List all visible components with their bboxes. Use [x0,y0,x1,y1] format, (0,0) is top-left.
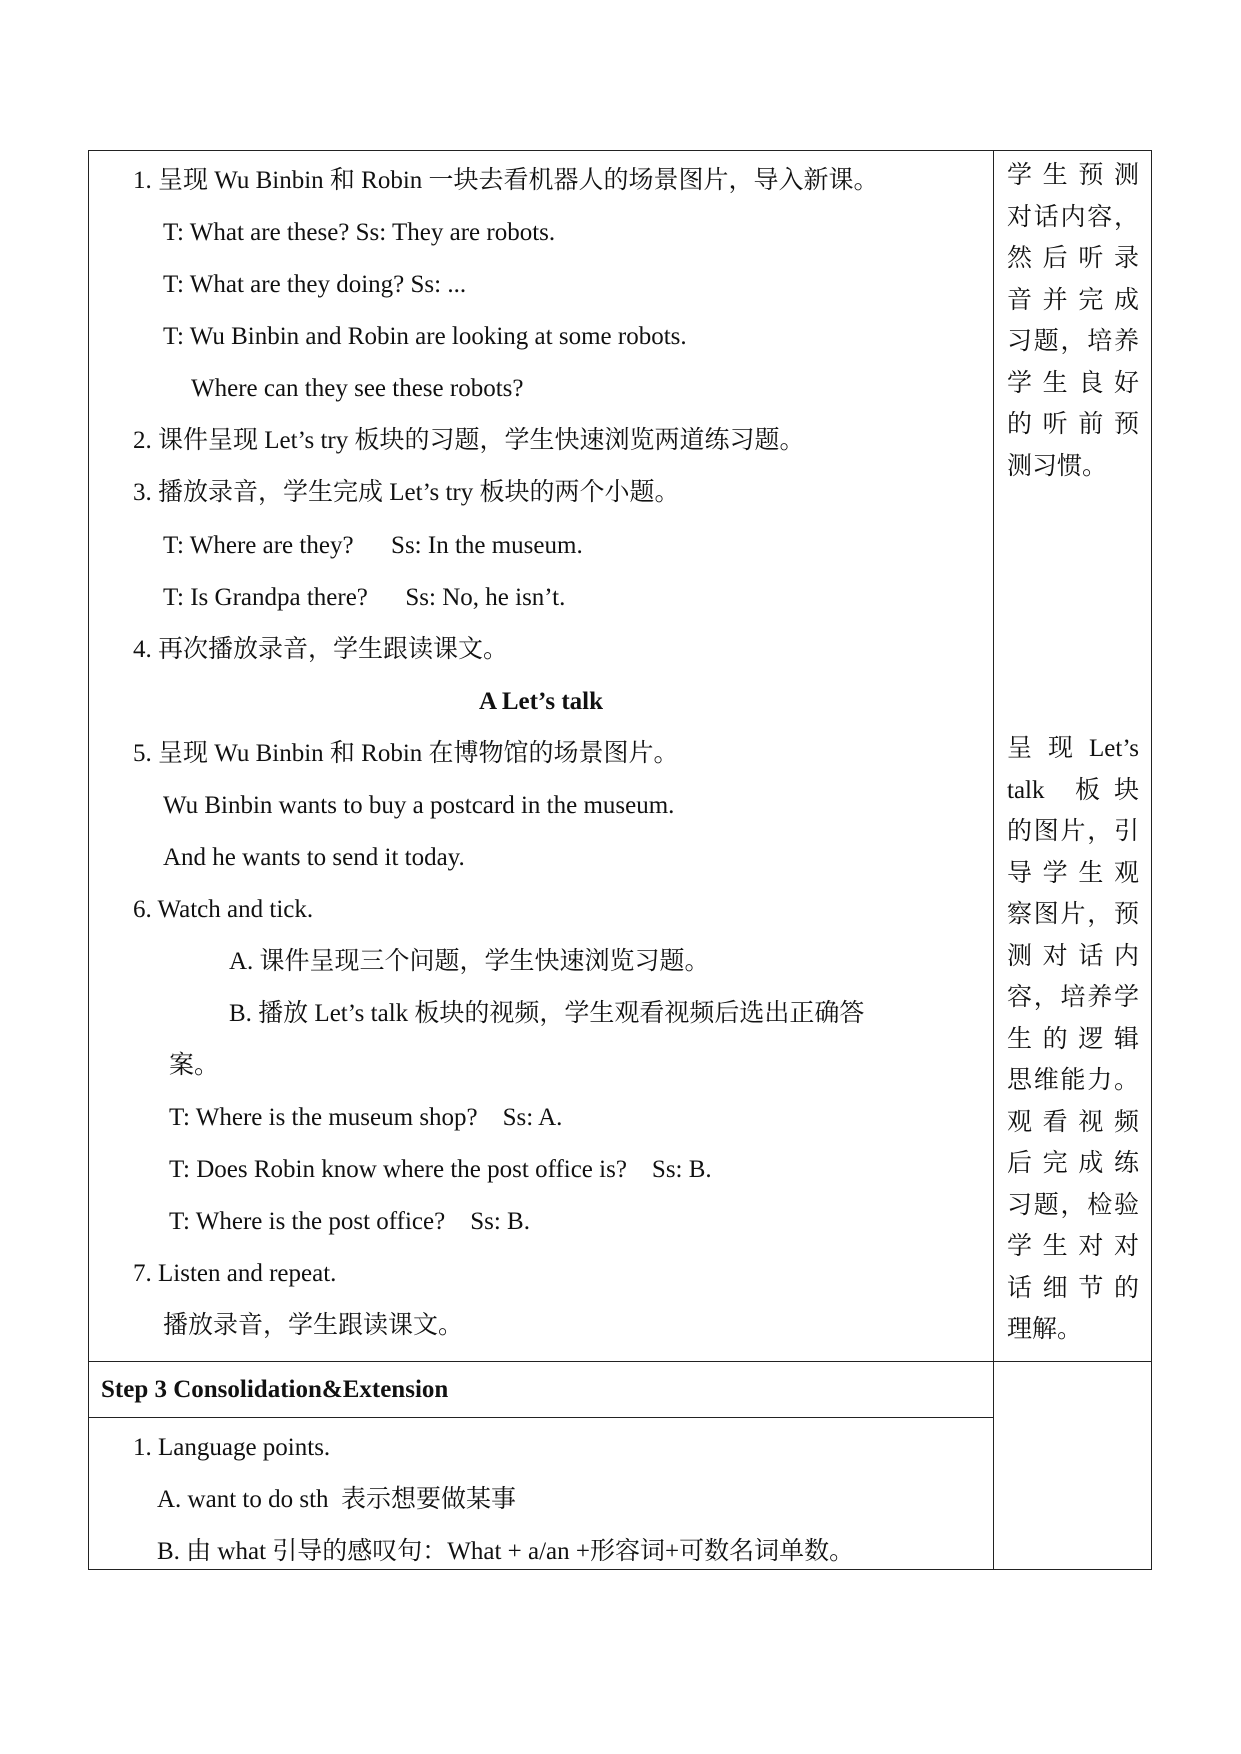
note-line: 的图片，引 [1007,818,1139,845]
note-line: 学 生 预 测 [1007,162,1139,189]
note-line: 容，培养学 [1007,984,1139,1011]
text-line: B. 播放 Let’s talk 板块的视频，学生观看视频后选出正确答 [229,1000,865,1027]
text-line: T: What are they doing? Ss: ... [163,271,467,298]
text-line: 案。 [169,1052,220,1079]
note-line: 话 细 节 的 [1007,1274,1139,1302]
note-line: 理解。 [1007,1316,1083,1343]
lesson-plan-table [88,150,1152,1570]
note-line: 习题，培养 [1007,328,1139,355]
section-heading: A Let’s talk [478,688,604,715]
text-line: T: Is Grandpa there? Ss: No, he isn’t. [163,584,566,611]
note-line: 思维能力。 [1007,1067,1139,1094]
note-column-2 [1007,728,1139,1351]
note-line: 呈 现 Let’s [1007,735,1139,762]
column-divider [993,151,994,1569]
note-line: 音 并 完 成 [1007,286,1139,314]
note-line: 导 学 生 观 [1007,859,1139,887]
text-line: T: Where is the post office? Ss: B. [169,1208,530,1235]
note-line: 对话内容， [1007,203,1139,231]
note-line: 然 后 听 录 [1007,245,1139,272]
row-divider [89,1417,993,1418]
text-line: 1. 呈现 Wu Binbin 和 Robin 一块去看机器人的场景图片，导入新课。 [133,167,879,194]
text-line: T: Does Robin know where the post office is? Ss: B. [169,1156,712,1183]
note-line: 学 生 良 好 [1007,369,1139,397]
text-line: A. want to do sth 表示想要做某事 [157,1486,517,1513]
text-line: 5. 呈现 Wu Binbin 和 Robin 在博物馆的场景图片。 [133,740,679,767]
note-line: 测习惯。 [1007,452,1108,480]
text-line: And he wants to send it today. [163,844,465,871]
text-line: 1. Language points. [133,1434,331,1461]
text-line: A. 课件呈现三个问题，学生快速浏览习题。 [229,948,710,975]
note-line: talk 板 块 [1007,776,1139,804]
note-column-1 [1007,155,1139,487]
text-line: 播放录音，学生跟读课文。 [163,1312,464,1339]
note-line: 习题，检验 [1007,1191,1139,1219]
note-line: 学 生 对 对 [1007,1233,1139,1260]
note-line: 测 对 话 内 [1007,942,1139,970]
note-line: 生 的 逻 辑 [1007,1025,1139,1053]
row-divider [89,1361,1151,1362]
text-line: T: Wu Binbin and Robin are looking at some robots. [163,323,687,350]
note-line: 后 完 成 练 [1007,1150,1139,1177]
step-3-title: Step 3 Consolidation&Extension [101,1376,449,1403]
text-line: 3. 播放录音，学生完成 Let’s try 板块的两个小题。 [133,479,680,506]
text-line: 2. 课件呈现 Let’s try 板块的习题，学生快速浏览两道练习题。 [133,427,805,454]
note-line: 观 看 视 频 [1007,1108,1139,1136]
text-line: 6. Watch and tick. [133,896,314,923]
text-line: T: Where are they? Ss: In the museum. [163,532,583,559]
text-line: T: Where is the museum shop? Ss: A. [169,1104,563,1131]
note-line: 察图片，预 [1007,901,1139,928]
note-line: 的 听 前 预 [1007,411,1139,438]
text-line: 7. Listen and repeat. [133,1260,337,1287]
text-line: T: What are these? Ss: They are robots. [163,219,556,246]
text-line: Where can they see these robots? [191,375,524,402]
text-line: Wu Binbin wants to buy a postcard in the museum. [163,792,675,819]
text-line: B. 由 what 引导的感叹句：What + a/an +形容词+可数名词单数。 [157,1538,855,1565]
text-line: 4. 再次播放录音，学生跟读课文。 [133,636,509,663]
